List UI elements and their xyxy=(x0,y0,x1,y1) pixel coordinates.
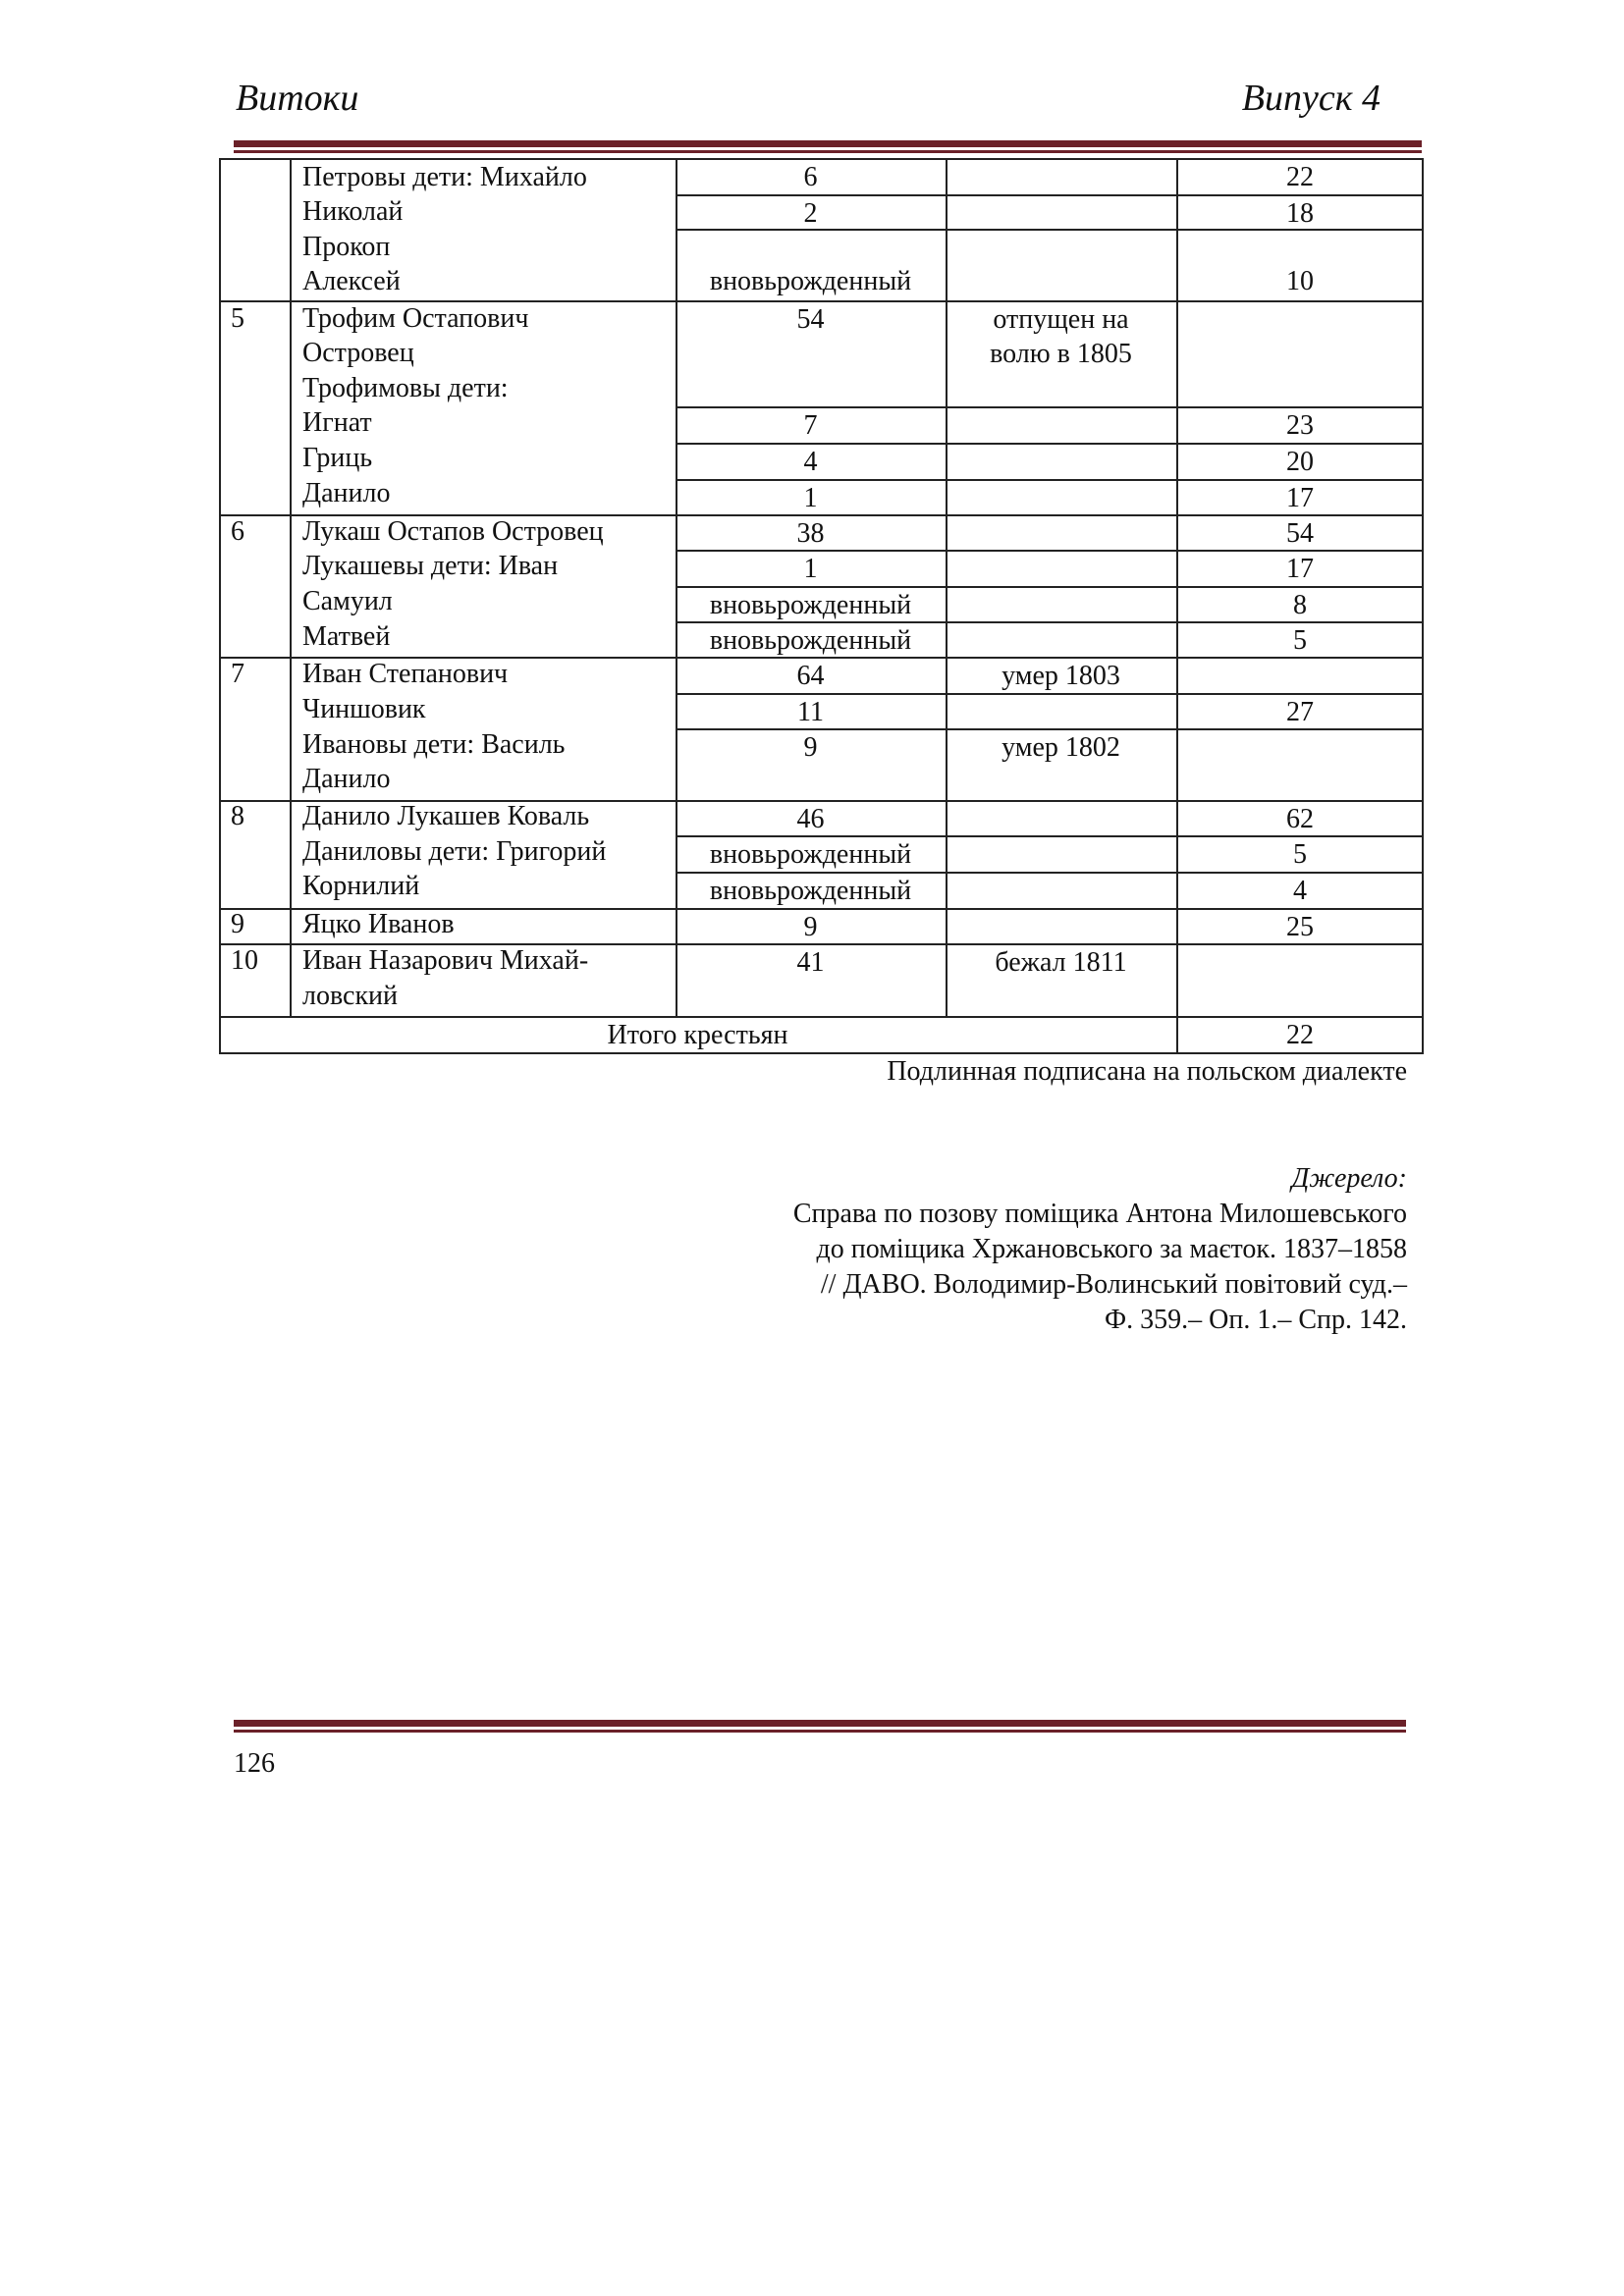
person-name: Островец xyxy=(302,338,414,368)
age-value: 38 xyxy=(796,518,825,549)
row-number: 9 xyxy=(231,909,244,939)
source-line: Ф. 359.– Оп. 1.– Спр. 142. xyxy=(1105,1305,1407,1335)
person-name: Трофимовы дети: xyxy=(302,373,509,403)
total-label: Итого крестьян xyxy=(607,1020,788,1050)
age-value: 41 xyxy=(796,947,825,978)
age-value: 5 xyxy=(1293,839,1307,870)
age-value: 46 xyxy=(796,804,825,834)
person-name: Корнилий xyxy=(302,871,420,901)
age-value: 7 xyxy=(803,410,818,441)
header-rule xyxy=(234,140,1422,153)
person-name: Матвей xyxy=(302,621,391,652)
age-value: 62 xyxy=(1286,804,1314,834)
person-name: Трофим Остапович xyxy=(302,303,529,334)
status-note: отпущен на волю в 1805 xyxy=(990,304,1132,369)
source-line: до поміщика Хржановського за маєток. 1837–1858 xyxy=(816,1234,1407,1264)
person-name: Чиншовик xyxy=(302,694,426,724)
status-note: умер 1802 xyxy=(1001,732,1120,763)
age-value: 27 xyxy=(1286,697,1314,727)
person-name: Гриць xyxy=(302,443,373,473)
table-column-line xyxy=(290,158,292,1016)
age-value: 10 xyxy=(1286,266,1314,296)
row-number: 10 xyxy=(231,945,258,976)
row-number: 7 xyxy=(231,659,244,689)
age-value: 4 xyxy=(1293,876,1307,906)
issue-label: Випуск 4 xyxy=(1241,78,1380,119)
age-value: 18 xyxy=(1286,198,1314,229)
person-name: Данило xyxy=(302,764,391,794)
person-name: Данило xyxy=(302,478,391,508)
person-name: Иван Назарович Михай- xyxy=(302,945,589,976)
age-value: вновьрожденный xyxy=(709,590,912,620)
table-border-left xyxy=(219,158,221,1054)
age-value: 64 xyxy=(796,661,825,691)
original-note: Подлинная подписана на польском диалекте xyxy=(887,1056,1407,1087)
age-value: 4 xyxy=(803,447,818,477)
person-name: Игнат xyxy=(302,407,372,438)
row-number: 6 xyxy=(231,516,244,547)
person-name: Самуил xyxy=(302,586,393,616)
age-value: 17 xyxy=(1286,483,1314,513)
person-name: Данило Лукашев Коваль xyxy=(302,801,590,831)
row-number: 8 xyxy=(231,801,244,831)
age-value: вновьрожденный xyxy=(709,839,912,870)
person-name: ловский xyxy=(302,981,399,1011)
total-value: 22 xyxy=(1286,1020,1314,1050)
page-number: 126 xyxy=(234,1748,275,1779)
person-name: Петровы дети: Михайло xyxy=(302,162,587,192)
source-title: Джерело: xyxy=(1291,1163,1407,1194)
age-value: 8 xyxy=(1293,590,1307,620)
age-value: 9 xyxy=(803,732,818,763)
age-value: 23 xyxy=(1286,410,1314,441)
age-value: 17 xyxy=(1286,554,1314,584)
age-value: вновьрожденный xyxy=(709,876,912,906)
person-name: Алексей xyxy=(302,266,401,296)
person-name: Даниловы дети: Григорий xyxy=(302,836,607,867)
journal-title: Витоки xyxy=(236,78,359,119)
source-line: Справа по позову поміщика Антона Милошевського xyxy=(792,1199,1407,1229)
footer-rule xyxy=(234,1720,1406,1733)
age-value: 11 xyxy=(797,697,824,727)
age-value: 6 xyxy=(803,162,818,192)
person-name: Лукашевы дети: Иван xyxy=(302,551,559,581)
age-value: 22 xyxy=(1286,162,1314,192)
row-number: 5 xyxy=(231,303,244,334)
peasant-register-table xyxy=(219,158,1424,1054)
person-name: Лукаш Остапов Островец xyxy=(302,516,604,547)
age-value: 25 xyxy=(1286,912,1314,942)
person-name: Ивановы дети: Василь xyxy=(302,729,566,760)
person-name: Иван Степанович xyxy=(302,659,509,689)
source-line: // ДАВО. Володимир-Волинський повітовий суд.– xyxy=(820,1269,1407,1300)
age-value: 5 xyxy=(1293,625,1307,656)
age-value: 20 xyxy=(1286,447,1314,477)
age-value: 54 xyxy=(1286,518,1314,549)
person-name: Прокоп xyxy=(302,232,391,262)
person-name: Николай xyxy=(302,196,404,227)
status-note: умер 1803 xyxy=(1001,661,1120,691)
age-value: вновьрожденный xyxy=(709,266,912,296)
age-value: вновьрожденный xyxy=(709,625,912,656)
age-value: 9 xyxy=(803,912,818,942)
status-note: бежал 1811 xyxy=(995,947,1127,978)
age-value: 1 xyxy=(803,483,818,513)
age-value: 54 xyxy=(796,304,825,335)
source-block xyxy=(793,1161,1407,1338)
age-value: 1 xyxy=(803,554,818,584)
age-value: 2 xyxy=(803,198,818,229)
person-name: Яцко Иванов xyxy=(302,909,455,939)
